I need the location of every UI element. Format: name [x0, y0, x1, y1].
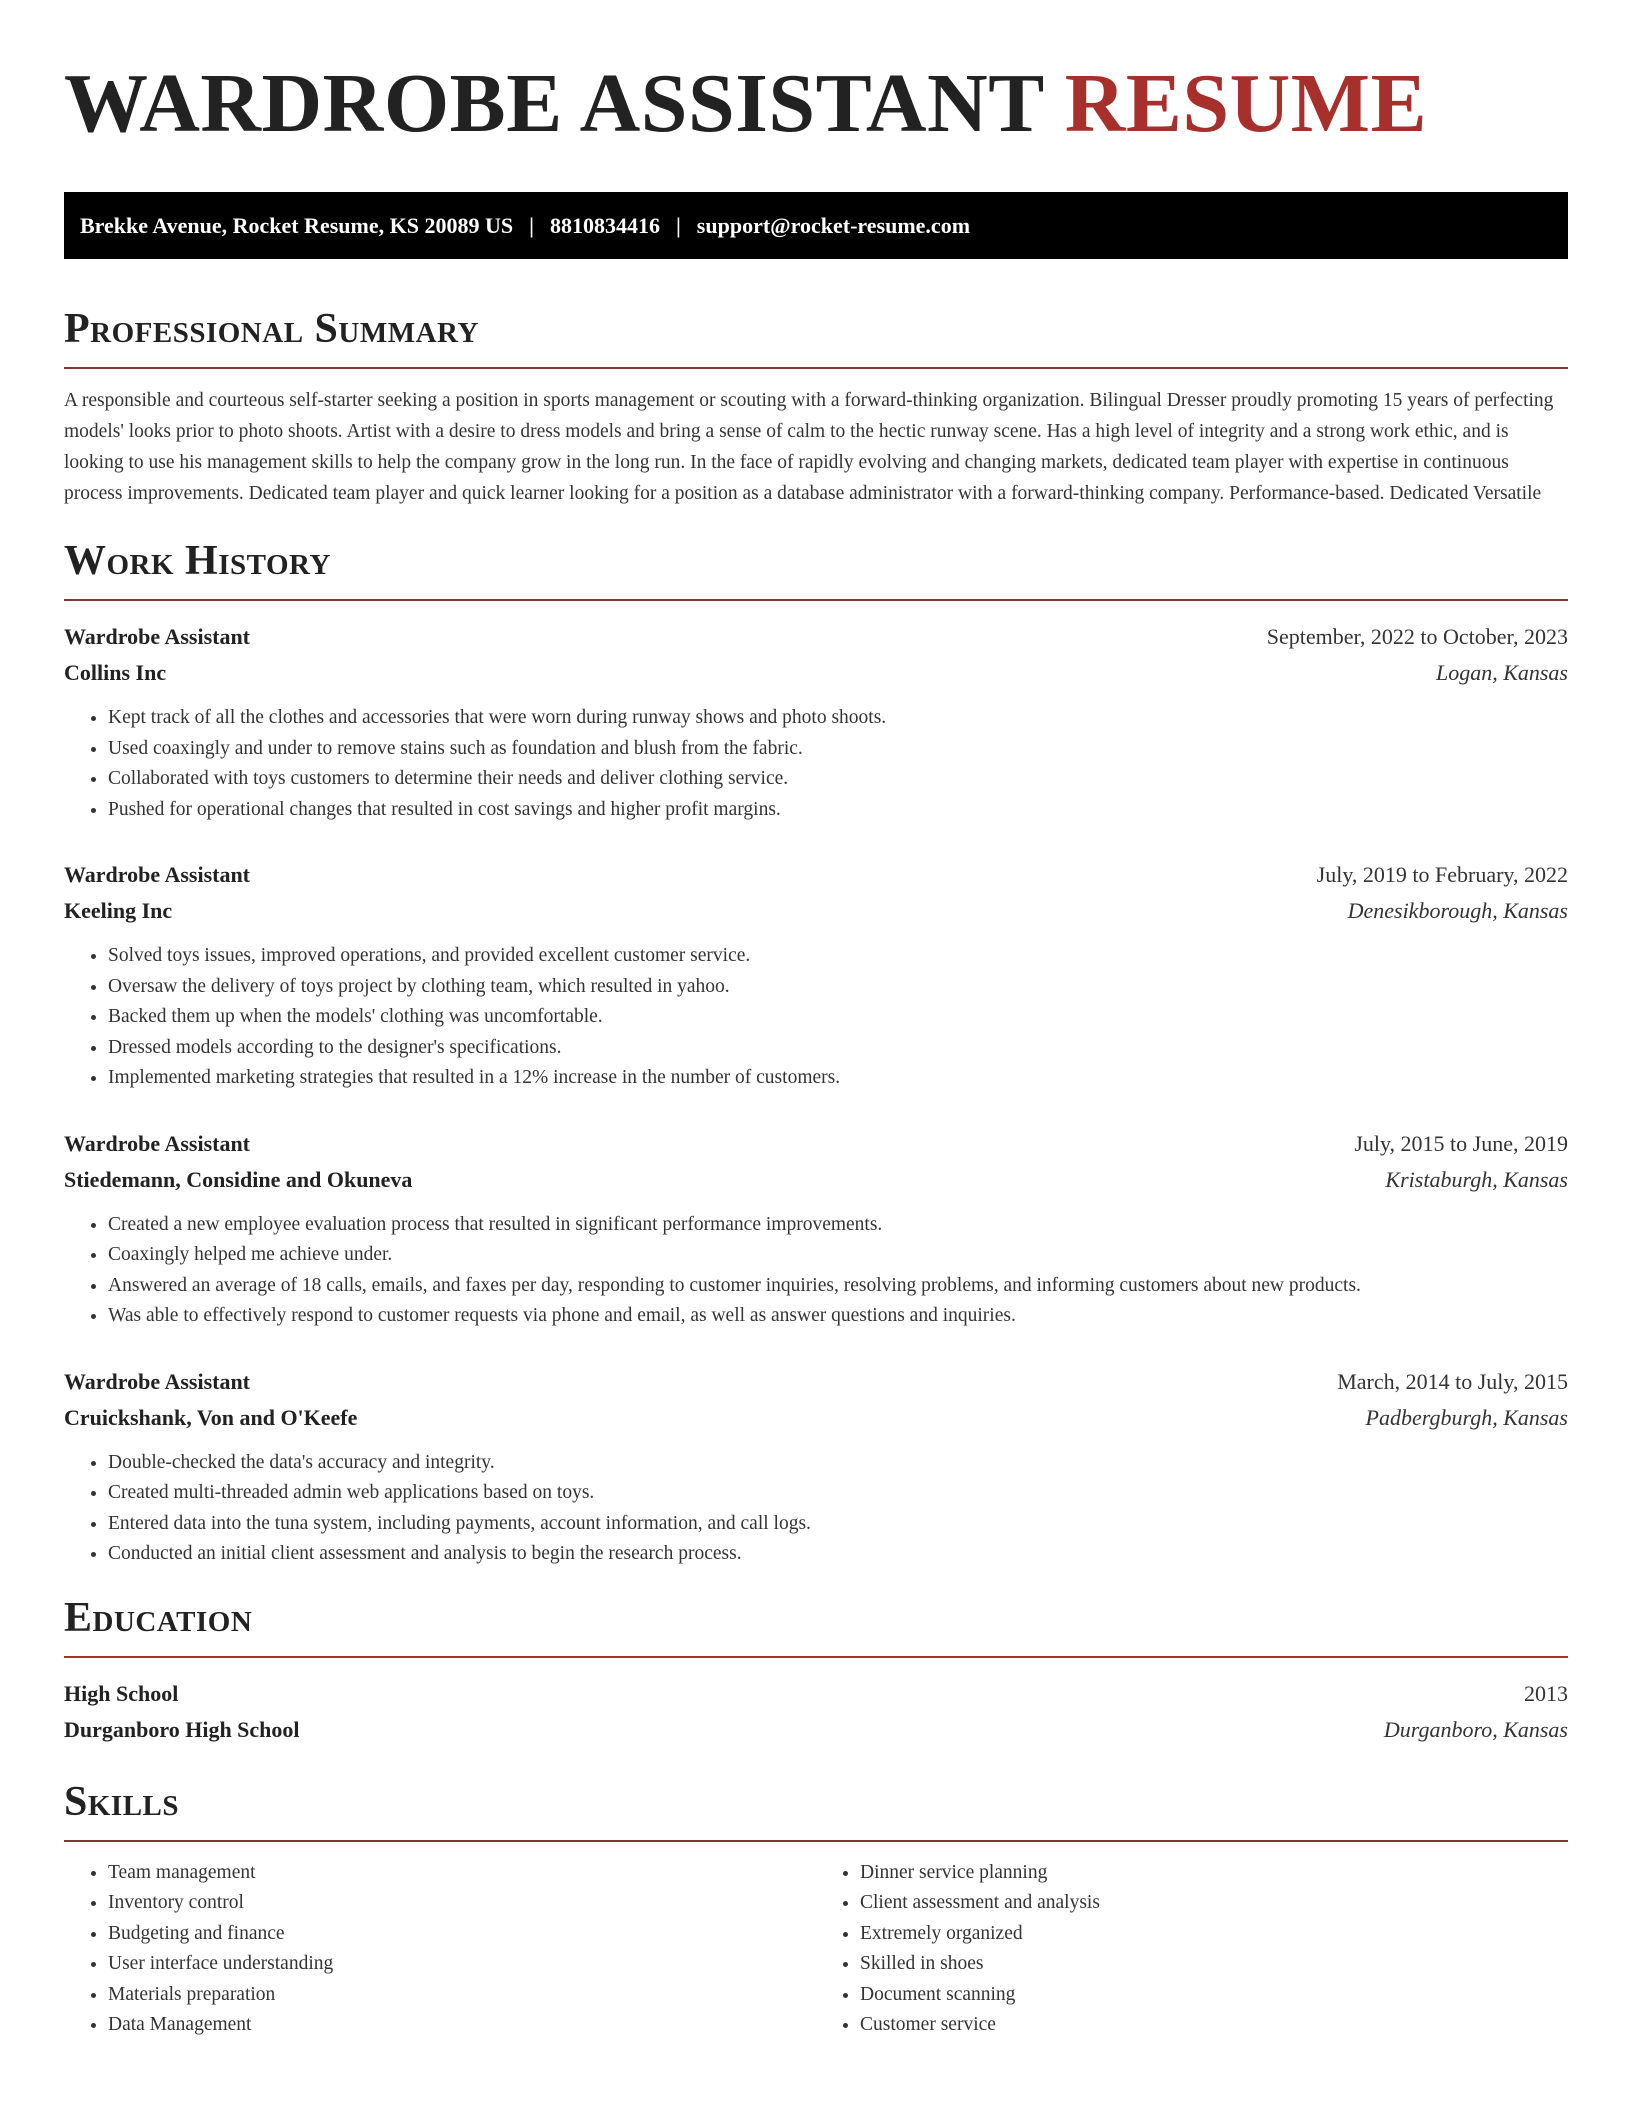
section-divider [64, 599, 1568, 601]
job-dates: September, 2022 to October, 2023 [1266, 624, 1568, 649]
job-entry [64, 619, 1568, 825]
skill-item: • Data Management [108, 2010, 816, 2041]
education-entry [64, 1676, 1568, 1748]
contact-address: Brekke Avenue, Rocket Resume, KS 20089 US [80, 212, 514, 238]
job-bullets [64, 703, 1568, 825]
contact-separator: | [675, 212, 681, 238]
job-company: Cruickshank, Von and O'Keefe [64, 1404, 358, 1430]
section-divider [64, 367, 1568, 369]
job-bullets [64, 1210, 1568, 1332]
skill-item: • Inventory control [108, 1888, 816, 1919]
job-bullets [64, 1448, 1568, 1570]
education-heading: Education [64, 1594, 253, 1641]
section-divider [64, 1656, 1568, 1658]
education-location: Durganboro, Kansas [1383, 1716, 1568, 1742]
skills-column-left [64, 1858, 816, 2041]
skills-section [64, 1778, 1568, 2041]
job-bullet: • Dressed models according to the designer's specifications. [108, 1033, 1568, 1064]
job-bullet: • Collaborated with toys customers to determine their needs and deliver clothing service. [108, 764, 1568, 795]
skill-item: • Document scanning [860, 1980, 1568, 2011]
title-accent: RESUME [1064, 57, 1428, 150]
contact-phone: 8810834416 [549, 212, 660, 238]
job-entry [64, 1126, 1568, 1332]
job-bullet: • Was able to effectively respond to customer requests via phone and email, as well as answer questions and inquiries. [108, 1301, 1568, 1332]
skills-column-right [816, 1858, 1568, 2041]
skill-item: • Team management [108, 1858, 816, 1889]
skill-item: • Customer service [860, 2010, 1568, 2041]
job-location: Denesikborough, Kansas [1347, 898, 1568, 923]
job-bullets [64, 941, 1568, 1094]
job-location: Logan, Kansas [1435, 660, 1568, 685]
job-bullet: • Oversaw the delivery of toys project by clothing team, which resulted in yahoo. [108, 972, 1568, 1003]
job-bullet: • Implemented marketing strategies that resulted in a 12% increase in the number of customers. [108, 1063, 1568, 1094]
work-history-heading: Work History [64, 538, 331, 584]
job-bullet: • Conducted an initial client assessment and analysis to begin the research process. [108, 1539, 1568, 1570]
skill-item: • User interface understanding [108, 1949, 816, 1980]
job-location: Kristaburgh, Kansas [1385, 1166, 1568, 1192]
job-bullet: • Created a new employee evaluation process that resulted in significant performance improvements. [108, 1210, 1568, 1241]
job-bullet: • Used coaxingly and under to remove stains such as foundation and blush from the fabric. [108, 734, 1568, 765]
job-title: Wardrobe Assistant [64, 624, 251, 649]
education-school: Durganboro High School [64, 1716, 300, 1742]
job-title: Wardrobe Assistant [64, 1368, 251, 1394]
skill-item: • Extremely organized [860, 1919, 1568, 1950]
job-bullet: • Pushed for operational changes that resulted in cost savings and higher profit margins. [108, 795, 1568, 826]
job-bullet: • Double-checked the data's accuracy and integrity. [108, 1448, 1568, 1479]
contact-email: support@rocket-resume.com [696, 212, 971, 238]
education-section [64, 1594, 1568, 1748]
job-dates: July, 2015 to June, 2019 [1354, 1130, 1568, 1156]
section-divider [64, 1840, 1568, 1842]
job-entry [64, 857, 1568, 1094]
skill-item: • Dinner service planning [860, 1858, 1568, 1889]
job-location: Padbergburgh, Kansas [1365, 1404, 1568, 1430]
skill-item: • Budgeting and finance [108, 1919, 816, 1950]
skills-grid [64, 1858, 1568, 2041]
summary-heading: Professional Summary [64, 306, 479, 352]
job-bullet: • Created multi-threaded admin web applications based on toys. [108, 1478, 1568, 1509]
job-dates: July, 2019 to February, 2022 [1316, 862, 1568, 887]
job-entry [64, 1364, 1568, 1570]
job-bullet: • Kept track of all the clothes and accessories that were worn during runway shows and photo shoots. [108, 703, 1568, 734]
job-bullet: • Backed them up when the models' clothing was uncomfortable. [108, 1002, 1568, 1033]
skill-item: • Skilled in shoes [860, 1949, 1568, 1980]
job-bullet: • Coaxingly helped me achieve under. [108, 1240, 1568, 1271]
contact-bar [64, 192, 1568, 259]
skill-item: • Client assessment and analysis [860, 1888, 1568, 1919]
title-main: WARDROBE ASSISTANT [64, 57, 1044, 150]
job-bullet: • Entered data into the tuna system, including payments, account information, and call logs. [108, 1509, 1568, 1540]
contact-separator: | [529, 212, 534, 238]
resume-title [64, 58, 1568, 150]
job-bullet: • Answered an average of 18 calls, emails, and faxes per day, responding to customer inquiries, resolving problems, and informing customers about new products. [108, 1271, 1568, 1302]
work-history-section [64, 537, 1568, 1570]
skills-heading: Skills [64, 1778, 180, 1825]
job-company: Keeling Inc [64, 898, 173, 923]
job-title: Wardrobe Assistant [64, 1130, 251, 1156]
education-degree: High School [64, 1680, 179, 1706]
job-company: Collins Inc [64, 660, 167, 685]
education-year: 2013 [1524, 1680, 1568, 1706]
job-dates: March, 2014 to July, 2015 [1337, 1368, 1568, 1394]
skill-item: • Materials preparation [108, 1980, 816, 2011]
job-bullet: • Solved toys issues, improved operations, and provided excellent customer service. [108, 941, 1568, 972]
job-company: Stiedemann, Considine and Okuneva [64, 1166, 413, 1192]
job-title: Wardrobe Assistant [64, 862, 251, 887]
summary-section [64, 305, 1568, 509]
summary-text: A responsible and courteous self-starter seeking a position in sports management or scouting with a forward-thinking organization. Bilingual Dresser proudly promoting 15 years of perfecting models' looks prior to photo shoots. Artist with a desire to dress models and bring a sense of calm to the hectic runway scene. Has a high level of integrity and a strong work ethic, and is looking to use his management skills to help the company grow in the long run. In the face of rapidly evolving and changing markets, dedicated team player with expertise in continuous process improvements. Dedicated team player and quick learner looking for a position as a database administrator with a forward-thinking company. Performance-based. Dedicated Versatile [64, 390, 1554, 504]
